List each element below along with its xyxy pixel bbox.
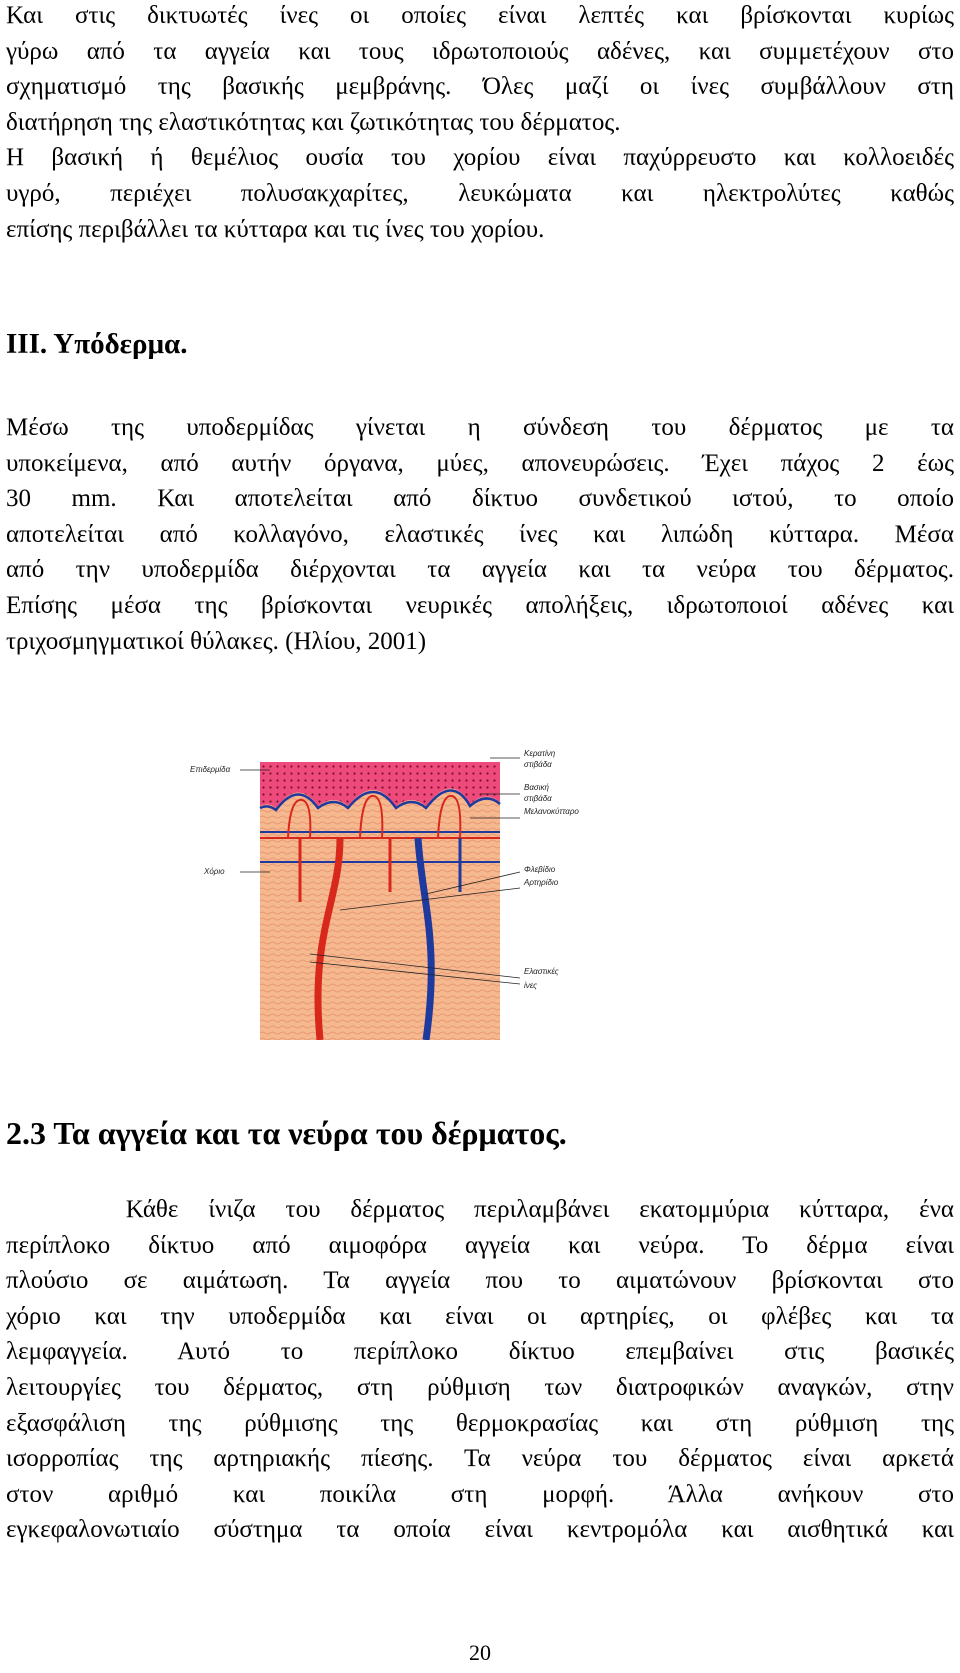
paragraph-vessels xyxy=(6,1192,954,1548)
label-keratin-layer: στιβάδα xyxy=(524,760,552,769)
text-line: ισορροπίας της αρτηριακής πίεσης. Τα νεύρα του δέρματος είναι αρκετά xyxy=(6,1445,954,1473)
text-line: υγρό, περιέχει πολυσακχαρίτες, λευκώματα και ηλεκτρολύτες καθώς xyxy=(6,179,954,207)
label-basal-layer: στιβάδα xyxy=(524,794,552,803)
page-number: 20 xyxy=(469,1640,491,1665)
text-line: λειτουργίες του δέρματος, στη ρύθμιση των διατροφικών αναγκών, στην xyxy=(6,1373,954,1401)
text-line: Μέσω της υποδερμίδας γίνεται η σύνδεση του δέρματος με τα xyxy=(6,414,954,441)
text-line: επίσης περιβάλλει τα κύτταρα και τις ίνες του χορίου. xyxy=(6,215,545,243)
text-line: 30 mm. Και αποτελείται από δίκτυο συνδετικού ιστού, το οποίο xyxy=(6,485,954,513)
paragraph-fibers xyxy=(6,0,954,247)
text-line: στον αριθμό και ποικίλα στη μορφή. Άλλα ανήκουν στο xyxy=(6,1480,954,1508)
section-heading-hypodermis: ΙΙΙ. Υπόδερμα. xyxy=(6,328,188,360)
label-venule: Φλεβίδιο xyxy=(524,865,556,874)
label-basal: Βασική xyxy=(524,783,549,792)
label-elastic: Ελαστικές xyxy=(524,967,559,976)
text-line: από την υποδερμίδα διέρχονται τα αγγεία και τα νεύρα του δέρματος. xyxy=(6,556,954,584)
text-line: σχηματισμό της βασικής μεμβράνης. Όλες μαζί οι ίνες συμβάλλουν στη xyxy=(6,73,954,101)
text-line: τριχοσμηγματικοί θύλακες. (Ηλίου, 2001) xyxy=(6,627,427,655)
text-line: Επίσης μέσα της βρίσκονται νευρικές απολήξεις, ιδρωτοποιοί αδένες και xyxy=(6,591,954,619)
skin-layers-figure xyxy=(190,742,620,1040)
text-line: χόριο και την υποδερμίδα και είναι οι αρτηρίες, οι φλέβες και τα xyxy=(6,1302,954,1330)
text-line: πλούσιο σε αιμάτωση. Τα αγγεία που το αιματώνουν βρίσκονται στο xyxy=(6,1267,954,1295)
text-line: εγκεφαλονωτιαίο σύστημα τα οποία είναι κεντρομόλα και αισθητικά και xyxy=(6,1516,954,1544)
paragraph-hypodermis xyxy=(6,410,954,659)
label-melanocyte: Μελανοκύτταρο xyxy=(524,807,579,816)
text-line: Η βασική ή θεμέλιος ουσία του χορίου είναι παχύρρευστο και κολλοειδές xyxy=(6,144,954,172)
label-keratin: Κερατίνη xyxy=(524,749,556,758)
label-dermis: Χόριο xyxy=(204,867,225,876)
text-line: γύρω από τα αγγεία και τους ιδρωτοποιούς αδένες, και συμμετέχουν στο xyxy=(6,37,954,65)
text-line: Κάθε ίνιζα του δέρματος περιλαμβάνει εκατομμύρια κύτταρα, ένα xyxy=(6,1196,954,1223)
text-line: Και στις δικτυωτές ίνες οι οποίες είναι λεπτές και βρίσκονται κυρίως xyxy=(6,2,954,29)
text-line: αποτελείται από κολλαγόνο, ελαστικές ίνες και λιπώδη κύτταρα. Μέσα xyxy=(6,520,954,548)
label-arteriole: Αρτηρίδιο xyxy=(524,878,559,887)
section-heading-vessels: 2.3 Τα αγγεία και τα νεύρα του δέρματος. xyxy=(6,1115,567,1151)
label-fibers: ίνες xyxy=(524,981,537,990)
label-epidermis: Επιδερμίδα xyxy=(190,765,231,774)
text-line: εξασφάλιση της ρύθμισης της θερμοκρασίας και στη ρύθμιση της xyxy=(6,1409,954,1437)
text-line: λεμφαγγεία. Αυτό το περίπλοκο δίκτυο επεμβαίνει στις βασικές xyxy=(6,1338,954,1366)
text-line: υποκείμενα, από αυτήν όργανα, μύες, απονευρώσεις. Έχει πάχος 2 έως xyxy=(6,449,954,477)
text-line: περίπλοκο δίκτυο από αιμοφόρα αγγεία και νεύρα. Το δέρμα είναι xyxy=(6,1231,954,1259)
text-line: διατήρηση της ελαστικότητας και ζωτικότητας του δέρματος. xyxy=(6,108,621,136)
